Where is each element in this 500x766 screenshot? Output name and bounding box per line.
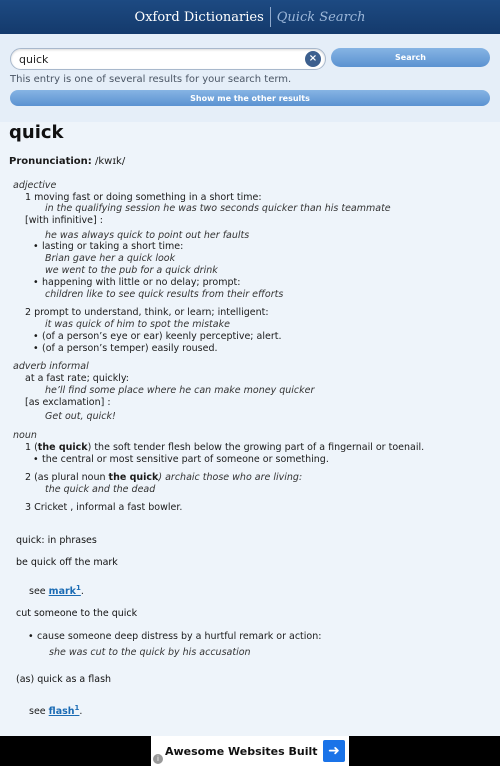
- phrase-ref: see flash$^1$.: [29, 704, 83, 718]
- pronunciation-value: /kwɪk/: [94, 156, 126, 167]
- pos-adverb: adverb informal: [13, 361, 89, 372]
- search-box: [10, 48, 326, 70]
- example: he was always quick to point out her faults: [45, 230, 250, 241]
- example: the quick and the dead: [45, 484, 156, 495]
- other-results-button[interactable]: Show me the other results: [10, 90, 490, 106]
- see-label: see: [29, 706, 46, 718]
- sense: 1 (the quick) the soft tender flesh below the growing part of a fingernail or toenail.: [25, 442, 425, 453]
- sense-text: ) the soft tender flesh below the growing part of a fingernail or toenail.: [87, 442, 425, 453]
- phrase-def: • cause someone deep distress by a hurtful remark or action:: [37, 631, 321, 643]
- search-button[interactable]: Search: [331, 48, 490, 67]
- phrase-ref: see mark$^1$.: [29, 584, 84, 598]
- subsense: • (of a person’s eye or ear) keenly perceptive; alert.: [42, 331, 281, 343]
- subsense: • happening with little or no delay; prompt:: [42, 277, 240, 289]
- ref-link-mark[interactable]: mark$^1$: [48, 584, 81, 598]
- app-header: [0, 0, 500, 34]
- subsense: • (of a person’s temper) easily roused.: [42, 343, 218, 355]
- ad-text: Awesome Websites Built: [165, 744, 318, 758]
- search-input[interactable]: [19, 51, 299, 67]
- example: Brian gave her a quick look: [45, 253, 176, 264]
- grammar-note: [with infinitive] :: [25, 215, 103, 226]
- grammar-note: [as exclamation] :: [25, 397, 111, 408]
- example: Get out, quick!: [45, 411, 116, 422]
- entry-note: This entry is one of several results for your search term.: [10, 74, 292, 85]
- example: we went to the pub for a quick drink: [45, 265, 218, 276]
- ref-link-flash[interactable]: flash$^1$: [48, 704, 80, 718]
- section-title: Quick Search: [276, 9, 366, 25]
- pronunciation-label: Pronunciation:: [9, 156, 92, 167]
- see-label: see: [29, 586, 46, 598]
- pronunciation: [9, 156, 125, 167]
- sense-text: 2 (as plural noun: [25, 472, 109, 483]
- search-area: [0, 34, 500, 122]
- pos-adjective: adjective: [13, 180, 57, 191]
- sense: [25, 472, 302, 484]
- info-icon[interactable]: i: [153, 754, 163, 764]
- brand-title: Oxford Dictionaries: [134, 9, 264, 25]
- example: she was cut to the quick by his accusation: [49, 647, 251, 658]
- example: children like to see quick results from their efforts: [45, 289, 284, 300]
- example: in the qualifying session he was two seconds quicker than his teammate: [45, 203, 391, 214]
- ad-banner[interactable]: [151, 736, 349, 766]
- sense-number: 1: [25, 442, 32, 453]
- sense: at a fast rate; quickly:: [25, 373, 129, 384]
- header-divider: [270, 7, 271, 27]
- subsense: • the central or most sensitive part of someone or something.: [42, 454, 329, 466]
- example: he’ll find some place where he can make money quicker: [45, 385, 315, 396]
- sense-text: ) archaic those who are living:: [158, 472, 303, 483]
- arrow-right-icon[interactable]: ➜: [323, 740, 345, 762]
- sense-bold: the quick: [108, 472, 159, 483]
- sense-bold: the quick: [37, 442, 88, 453]
- sense: 1 moving fast or doing something in a short time:: [25, 192, 262, 203]
- phrases-title: quick: in phrases: [16, 535, 97, 546]
- entry-content: [0, 122, 500, 736]
- example: it was quick of him to spot the mistake: [45, 319, 230, 330]
- sense: 2 prompt to understand, think, or learn; intelligent:: [25, 307, 269, 318]
- phrase: cut someone to the quick: [16, 608, 138, 619]
- phrase: (as) quick as a flash: [16, 674, 112, 685]
- subsense: • lasting or taking a short time:: [42, 241, 183, 253]
- headword: quick: [9, 122, 64, 143]
- phrase: be quick off the mark: [16, 557, 118, 568]
- sense: 3 Cricket , informal a fast bowler.: [25, 502, 183, 513]
- pos-noun: noun: [13, 430, 37, 441]
- clear-icon[interactable]: ×: [305, 51, 321, 67]
